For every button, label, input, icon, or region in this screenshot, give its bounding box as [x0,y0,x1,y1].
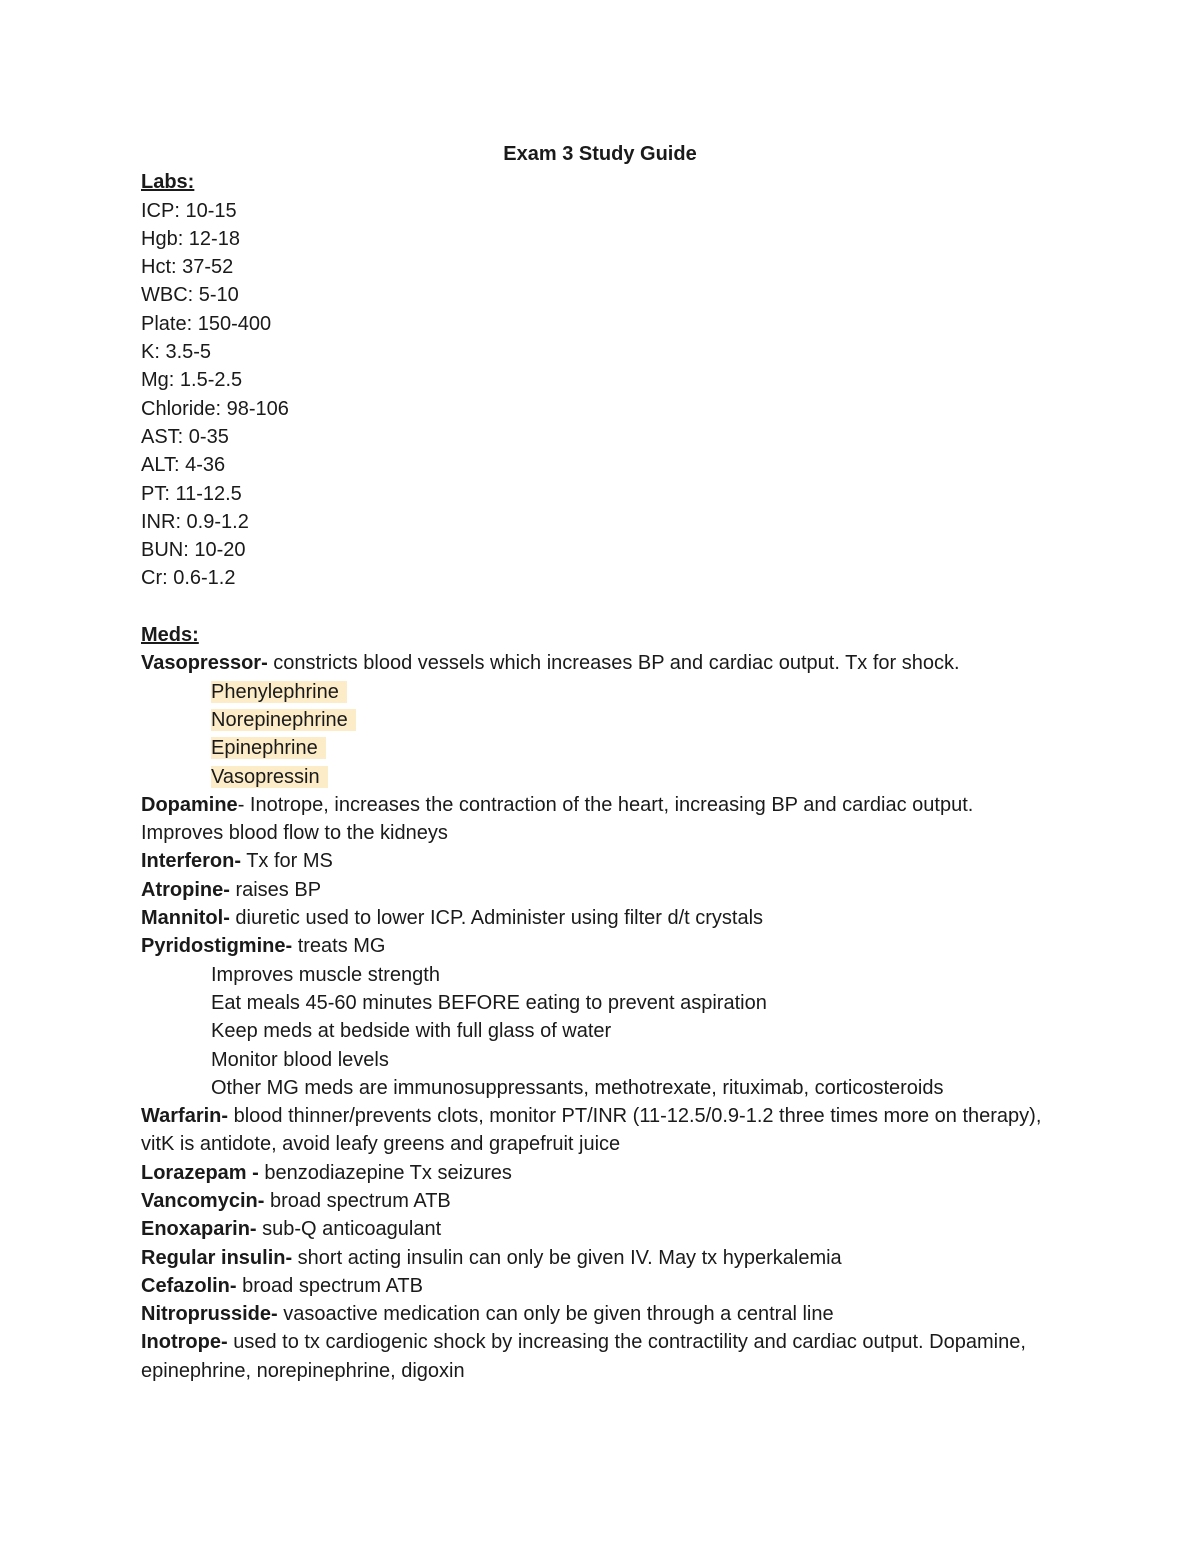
med-entry-atropine [141,876,1061,904]
med-name: Atropine- [141,878,230,901]
med-name: Mannitol- [141,907,230,930]
med-description: blood thinner/prevents clots, monitor PT/INR (11-12.5/0.9-1.2 three times more on therapy), vitK is antidote, avoid leafy greens and grapefruit juice [141,1105,1042,1156]
lab-item: PT: 11-12.5 [141,482,242,505]
pyridostigmine-notes [141,961,1061,1102]
med-entry-dopamine [141,791,1061,848]
med-description: broad spectrum ATB [236,1274,423,1297]
med-description: diuretic used to lower ICP. Administer using filter d/t crystals [229,907,764,930]
lab-item: Hct: 37-52 [141,256,234,279]
med-name: Vancomycin- [141,1189,265,1212]
med-entry-interferon [141,847,1061,875]
note-item: Keep meds at bedside with full glass of water [211,1020,612,1043]
spacer [141,593,1061,621]
document-title: Exam 3 Study Guide [503,143,697,165]
lab-item: K: 3.5-5 [141,341,212,364]
lab-item: Hgb: 12-18 [141,227,240,250]
med-description: vasoactive medication can only be given through a central line [277,1303,834,1326]
lab-item: Mg: 1.5-2.5 [141,369,243,392]
med-description: benzodiazepine Tx seizures [258,1161,512,1184]
med-name: Interferon- [141,850,241,873]
med-name: Warfarin- [141,1105,229,1128]
med-name: Enoxaparin- [141,1218,257,1241]
med-description: short acting insulin can only be given IV. May tx hyperkalemia [292,1246,842,1269]
highlighted-drug: Epinephrine [211,737,326,759]
med-description: raises BP [229,878,322,901]
lab-item: ICP: 10-15 [141,199,237,222]
med-description: - Inotrope, increases the contraction of the heart, increasing BP and cardiac output. Improves blood flow to the kidneys [141,793,974,845]
lab-item: AST: 0-35 [141,425,229,448]
med-name: Regular insulin- [141,1246,293,1269]
document-body [141,140,1061,1385]
med-name: Lorazepam - [141,1161,259,1184]
highlighted-drug: Phenylephrine [211,681,347,703]
med-name: Cefazolin- [141,1274,237,1297]
med-entry-regular-insulin [141,1244,1061,1272]
labs-list [141,197,1061,593]
lab-item: BUN: 10-20 [141,539,246,562]
med-description: broad spectrum ATB [264,1189,451,1212]
meds-heading: Meds: [141,624,199,647]
med-entry-inotrope [141,1328,1061,1385]
lab-item: WBC: 5-10 [141,284,239,307]
lab-item: Chloride: 98-106 [141,397,289,420]
lab-item: Plate: 150-400 [141,312,272,335]
labs-heading: Labs: [141,171,195,194]
med-entry-pyridostigmine [141,932,1061,1102]
med-entry-mannitol [141,904,1061,932]
lab-item: ALT: 4-36 [141,454,226,477]
med-entry-vancomycin [141,1187,1061,1215]
vasopressor-examples [141,678,1061,791]
med-name: Inotrope- [141,1331,228,1354]
med-name: Vasopressor- [141,652,268,675]
med-entry-nitroprusside [141,1300,1061,1328]
lab-item: INR: 0.9-1.2 [141,510,249,533]
med-description: sub-Q anticoagulant [256,1218,442,1241]
med-name: Nitroprusside- [141,1303,278,1326]
highlighted-drug: Norepinephrine [211,709,356,731]
lab-item: Cr: 0.6-1.2 [141,567,236,590]
med-entry-enoxaparin [141,1215,1061,1243]
note-item: Monitor blood levels [211,1048,389,1071]
highlighted-drug: Vasopressin [211,766,328,788]
med-description: Tx for MS [241,850,333,873]
med-description: used to tx cardiogenic shock by increasing the contractility and cardiac output. Dopamine, epinephrine, norepinephrine, digoxin [141,1331,1026,1382]
med-name: Dopamine [141,793,238,816]
note-item: Improves muscle strength [211,963,440,986]
med-description: constricts blood vessels which increases BP and cardiac output. Tx for shock. [267,652,960,675]
med-description: treats MG [292,935,386,958]
med-name: Pyridostigmine- [141,935,293,958]
med-entry-cefazolin [141,1272,1061,1300]
note-item: Eat meals 45-60 minutes BEFORE eating to prevent aspiration [211,991,767,1014]
note-item: Other MG meds are immunosuppressants, methotrexate, rituximab, corticosteroids [211,1076,944,1099]
med-entry-warfarin [141,1102,1061,1159]
med-entry-lorazepam [141,1159,1061,1187]
med-entry-vasopressor [141,649,1061,790]
